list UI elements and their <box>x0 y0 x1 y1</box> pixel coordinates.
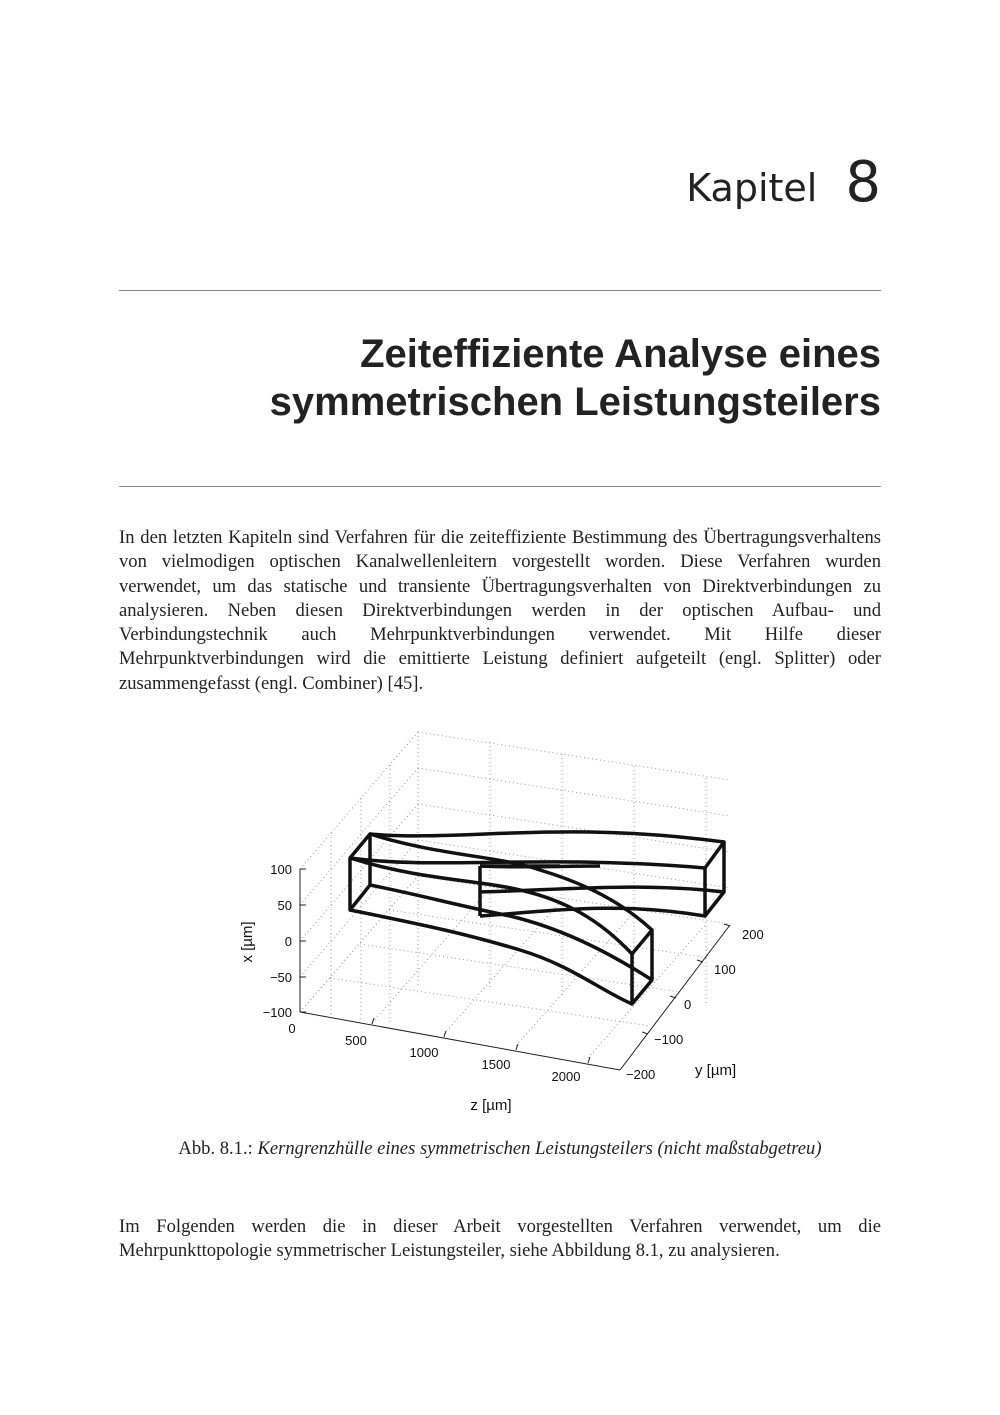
divider-top <box>119 290 881 291</box>
x-tick-label: 0 <box>284 934 292 949</box>
figure-3d-splitter <box>0 720 1000 1120</box>
x-axis-label: x [µm] <box>239 921 256 963</box>
x-tick-label: 100 <box>270 862 292 877</box>
x-tick-label: −100 <box>262 1005 292 1020</box>
splitter-outline <box>350 832 724 1004</box>
chapter-title-line-1: Zeiteffiziente Analyse eines <box>360 332 881 376</box>
plot-grid <box>300 732 730 1058</box>
divider-bottom <box>119 486 881 487</box>
z-tick-label: 1000 <box>409 1045 439 1060</box>
y-tick-label: −200 <box>626 1067 656 1082</box>
chapter-heading <box>686 150 881 215</box>
y-tick-label: 200 <box>742 927 764 942</box>
z-axis-label: z [µm] <box>470 1097 512 1114</box>
y-axis-label: y [µm] <box>695 1062 737 1079</box>
z-tick-label: 1500 <box>481 1057 511 1072</box>
chapter-title-line-2: symmetrischen Leistungsteilers <box>269 380 881 424</box>
caption-label: Abb. 8.1.: <box>178 1138 253 1159</box>
z-tick-label: 2000 <box>551 1069 581 1084</box>
y-tick-label: 100 <box>714 962 736 977</box>
followup-paragraph: Im Folgenden werden die in dieser Arbeit vorgestellten Verfahren verwendet, um die Mehrpunkttopologie symmetrischer Leistungsteiler, siehe Abbildung 8.1, zu analysieren. <box>119 1216 881 1262</box>
intro-paragraph: In den letzten Kapiteln sind Verfahren für die zeiteffiziente Bestimmung des Übertragungsverhaltens von vielmodigen optischen Kanalwellenleitern vorgestellt worden. Diese Verfahren wurden verwendet, um das statische und transiente Übertragungsverhalten von Direktverbindungen zu analysieren. Neben diesen Direktverbindungen werden in der optischen Aufbau- und Verbindungstechnik auch Mehrpunktverbindungen verwendet. Mit Hilfe dieser Mehrpunktverbindungen wird die emittierte Leistung definiert aufgeteilt (engl. Splitter) oder zusammengefasst (engl. Combiner) [45]. <box>119 527 881 694</box>
chapter-title <box>121 330 881 426</box>
x-tick-label: 50 <box>277 898 292 913</box>
x-tick-label: −50 <box>269 970 292 985</box>
y-tick-label: 0 <box>684 997 692 1012</box>
chapter-word: Kapitel <box>686 166 818 210</box>
splitter-3d-plot <box>0 720 1000 1120</box>
chapter-number: 8 <box>845 150 881 215</box>
caption-text: Kerngrenzhülle eines symmetrischen Leistungsteilers (nicht maßstabgetreu) <box>257 1138 822 1159</box>
y-tick-label: −100 <box>654 1032 684 1047</box>
figure-caption <box>0 1138 1000 1160</box>
z-tick-label: 0 <box>288 1021 296 1036</box>
z-tick-label: 500 <box>345 1033 367 1048</box>
